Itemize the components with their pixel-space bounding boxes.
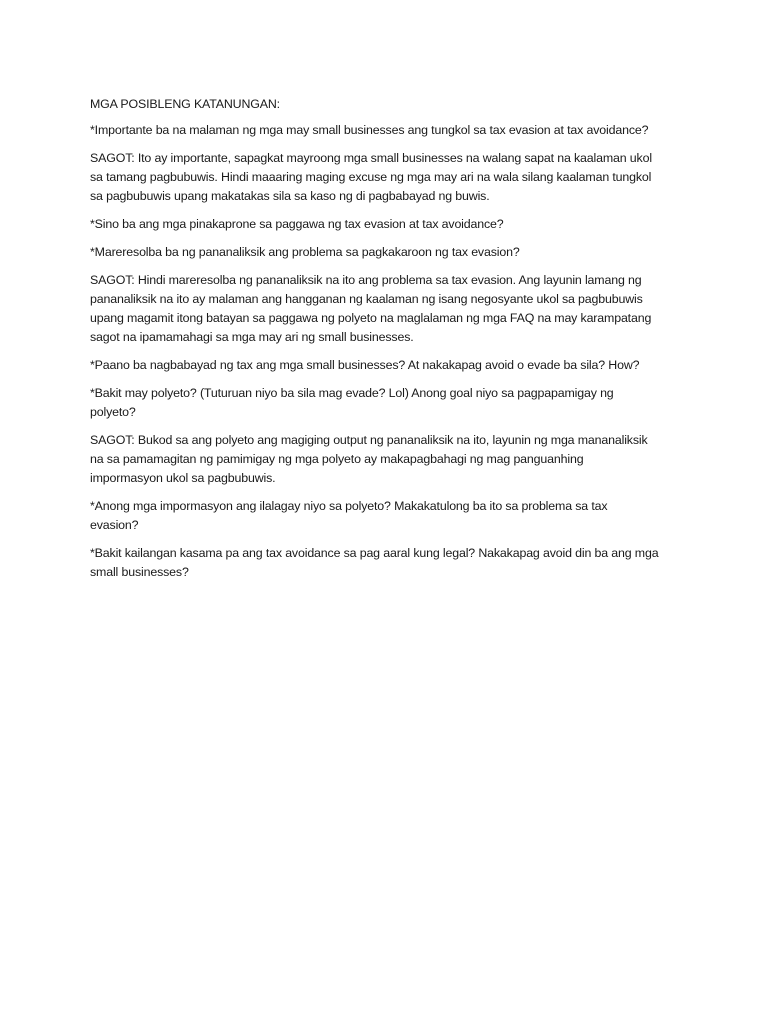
- question-resolve: *Mareresolba ba ng pananaliksik ang problema sa pagkakaroon ng tax evasion?: [90, 245, 520, 259]
- question-prone: *Sino ba ang mga pinakaprone sa paggawa ng tax evasion at tax avoidance?: [90, 217, 504, 231]
- answer-importance: SAGOT: Ito ay importante, sapagkat mayroong mga small businesses na walang sapat na kaalaman ukol sa tamang pagbubuwis. Hindi maaaring maging excuse ng mga may ari na wala silang kaalaman tungkol sa pagbubuwis upang makatakas sila sa kaso ng di pagbabayad ng buwis.: [90, 151, 652, 203]
- question-why-brochure: *Bakit may polyeto? (Tuturuan niyo ba sila mag evade? Lol) Anong goal niyo sa pagpapamigay ng polyeto?: [90, 386, 614, 419]
- answer-resolve: SAGOT: Hindi mareresolba ng pananaliksik na ito ang problema sa tax evasion. Ang layunin lamang ng pananaliksik na ito ay malaman ang hangganan ng kaalaman ng isang negosyante ukol sa pagbubuwis upang magamit itong batayan sa paggawa ng polyeto na maglalaman ng mga FAQ na may karampatang sagot na ipamamahagi sa mga may ari ng small businesses.: [90, 273, 652, 344]
- question-avoidance: *Bakit kailangan kasama pa ang tax avoidance sa pag aaral kung legal? Nakakapag avoid din ba ang mga small businesses?: [90, 546, 659, 579]
- question-importance: *Importante ba na malaman ng mga may small businesses ang tungkol sa tax evasion at tax avoidance?: [90, 123, 649, 137]
- question-how-pay: *Paano ba nagbabayad ng tax ang mga small businesses? At nakakapag avoid o evade ba sila? How?: [90, 358, 640, 372]
- document-body: [90, 95, 690, 591]
- document-heading: MGA POSIBLENG KATANUNGAN:: [90, 97, 280, 111]
- answer-brochure: SAGOT: Bukod sa ang polyeto ang magiging output ng pananaliksik na ito, layunin ng mga mananaliksik na sa pamamagitan ng pamimigay ng mga polyeto ay makapagbahagi ng mag panguanhing impormasyon ukol sa pagbubuwis.: [90, 433, 648, 485]
- question-info: *Anong mga impormasyon ang ilalagay niyo sa polyeto? Makakatulong ba ito sa problema sa tax evasion?: [90, 499, 608, 532]
